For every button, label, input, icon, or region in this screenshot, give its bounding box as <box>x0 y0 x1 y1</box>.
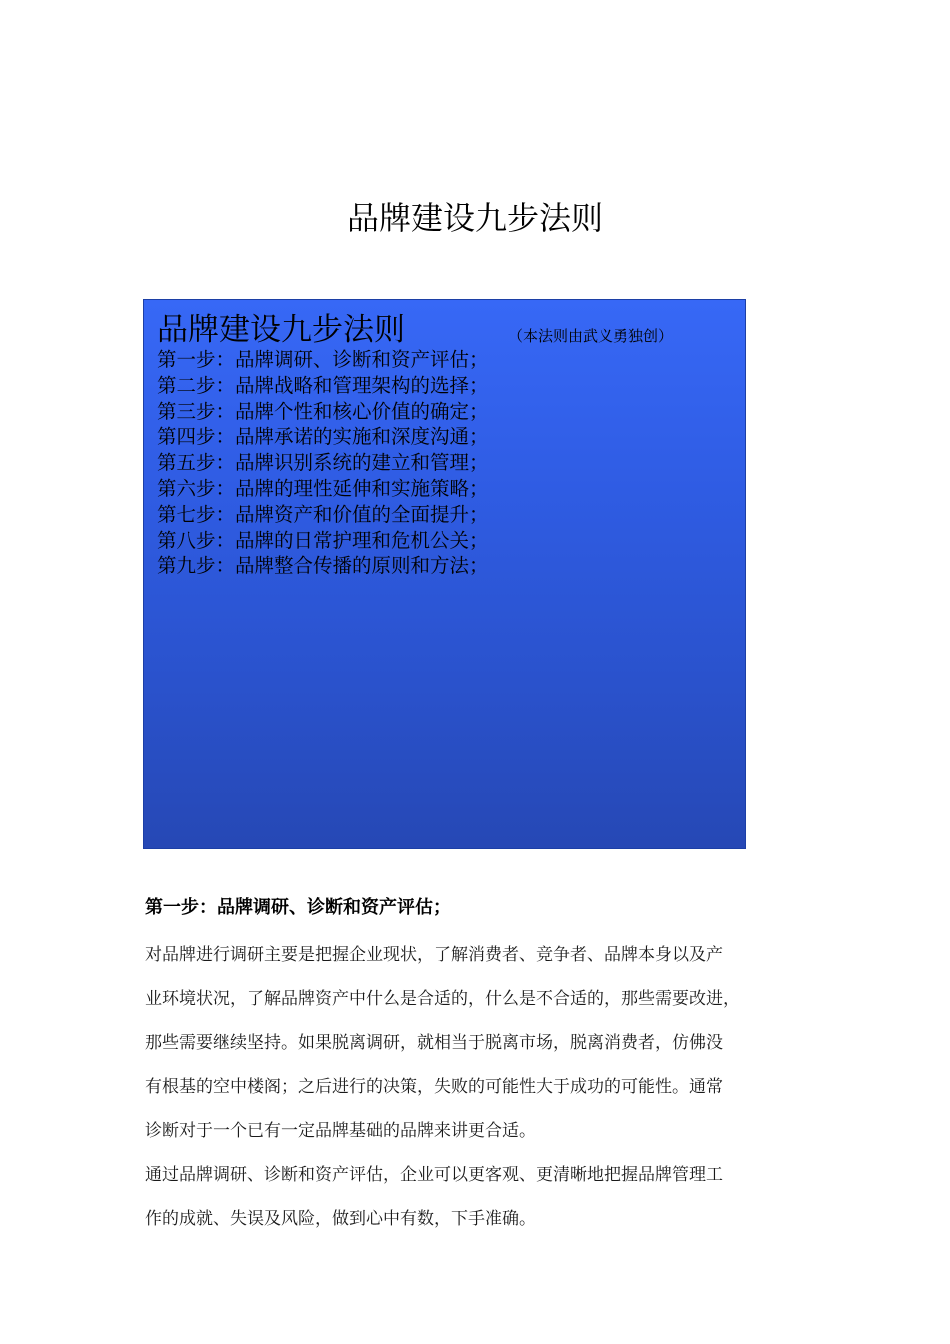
step-item-1: 第一步：品牌调研、诊断和资产评估； <box>157 348 489 371</box>
paragraph-line: 诊断对于一个已有一定品牌基础的品牌来讲更合适。 <box>145 1121 536 1141</box>
paragraph-line: 对品牌进行调研主要是把握企业现状，了解消费者、竞争者、品牌本身以及产 <box>145 945 723 965</box>
step-item-6: 第六步：品牌的理性延伸和实施策略； <box>157 476 489 500</box>
body-paragraph-1 <box>145 933 809 1153</box>
step-item-8: 第八步：品牌的日常护理和危机公关； <box>157 528 489 552</box>
slide-note: （本法则由武义勇独创） <box>508 327 674 345</box>
paragraph-line: 作的成就、失误及风险，做到心中有数，下手准确。 <box>145 1209 536 1229</box>
step-item-2: 第二步：品牌战略和管理架构的选择； <box>157 373 489 397</box>
steps-list <box>157 347 489 579</box>
paragraph-line: 通过品牌调研、诊断和资产评估，企业可以更客观、更清晰地把握品牌管理工 <box>145 1165 723 1185</box>
paragraph-line: 业环境状况，了解品牌资产中什么是合适的，什么是不合适的，那些需要改进， <box>145 989 740 1009</box>
step-item-5: 第五步：品牌识别系统的建立和管理； <box>157 451 489 475</box>
step-item-9: 第九步：品牌整合传播的原则和方法； <box>157 554 489 578</box>
step-item-4: 第四步：品牌承诺的实施和深度沟通； <box>157 425 489 449</box>
slide-title: 品牌建设九步法则 <box>157 312 405 348</box>
page-title: 品牌建设九步法则 <box>346 199 603 237</box>
step-item-3: 第三步：品牌个性和核心价值的确定； <box>157 399 489 423</box>
step-item-7: 第七步：品牌资产和价值的全面提升； <box>157 502 489 526</box>
body-paragraph-2 <box>145 1153 809 1241</box>
slide-image <box>143 299 746 849</box>
paragraph-line: 有根基的空中楼阁；之后进行的决策，失败的可能性大于成功的可能性。通常 <box>145 1077 723 1097</box>
section-heading: 第一步：品牌调研、诊断和资产评估； <box>145 897 451 918</box>
paragraph-line: 那些需要继续坚持。如果脱离调研，就相当于脱离市场，脱离消费者，仿佛没 <box>145 1033 723 1053</box>
